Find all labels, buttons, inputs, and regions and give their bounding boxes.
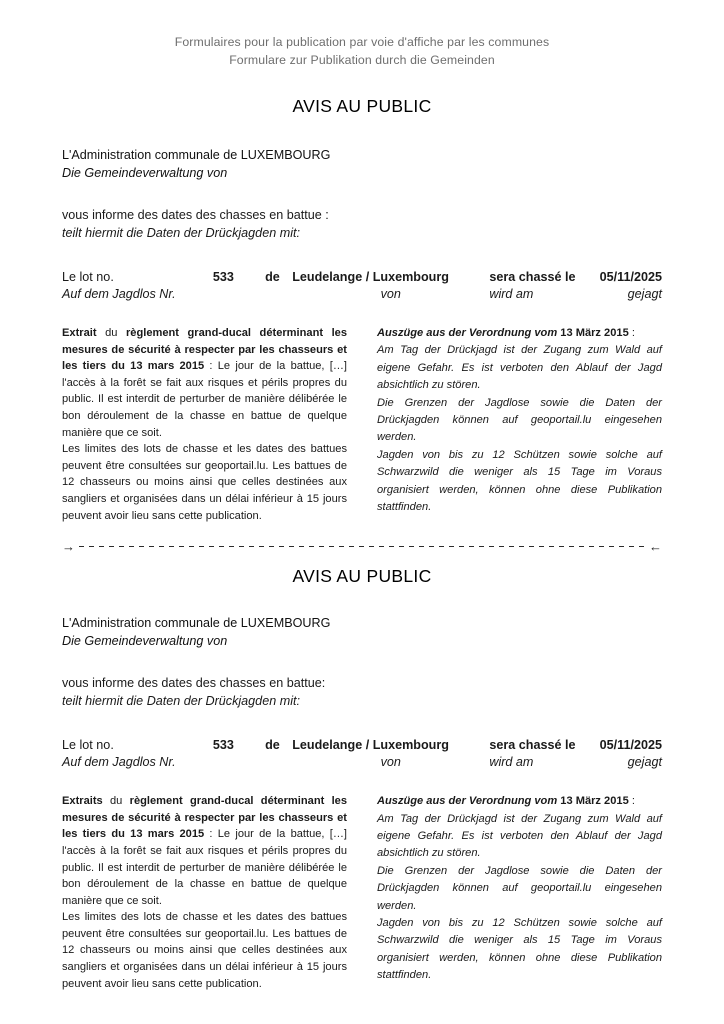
lot-wird-am-1: wird am — [489, 287, 534, 301]
legal-de-para1-2: Am Tag der Drückjagd ist der Zugang zum Wald auf eigene Gefahr. Es ist verboten den Ablauf der Jagd absichtlich zu stören. — [377, 812, 662, 860]
legal-fr-para2-1: Les limites des lots de chasse et les dates des battues peuvent être consultées sur geoportail.lu. Les battues de 12 chasseurs ou moins ainsi que celles destinées aux sangliers et organisées dans un délai inférieur à 15 jours peuvent avoir lieu sans cette publication. — [62, 443, 347, 522]
lot-row-fr-1 — [62, 268, 662, 286]
lot-von-spacer-1 — [265, 286, 292, 303]
legal-de-heading-italic-2: Auszüge aus der Verordnung vom — [377, 795, 561, 808]
notice-block-2 — [62, 566, 662, 992]
lot-sera-chasse-1: sera chassé le — [489, 270, 576, 284]
arrow-left-icon: ← — [649, 539, 662, 555]
lot-number-blank-1 — [182, 286, 266, 303]
legal-columns-1 — [62, 325, 662, 524]
legal-column-fr-1 — [62, 325, 347, 524]
legal-columns-2 — [62, 793, 662, 992]
lot-row-de-1 — [62, 286, 662, 303]
legal-de-heading-1 — [377, 325, 662, 342]
legal-column-de-1 — [377, 325, 662, 524]
admin-line-de-2: Die Gemeindeverwaltung von — [62, 633, 228, 648]
legal-fr-bold-2: règlement grand-ducal déterminant les mesures de sécurité à respecter par les chasseurs et les tiers du 13 mars 2015 — [62, 795, 348, 841]
legal-de-heading-date-1: 13 März 2015 — [560, 327, 629, 339]
lot-number-1: 533 — [212, 270, 234, 284]
lot-gejagt-2: gejagt — [627, 755, 662, 770]
arrow-right-icon: → — [62, 539, 75, 555]
inform-line-de-2: teilt hiermit die Daten der Drückjagden mit: — [62, 693, 300, 708]
legal-fr-bold-1: règlement grand-ducal déterminant les mesures de sécurité à respecter par les chasseurs et les tiers du 13 mars 2015 — [62, 327, 348, 373]
notice-block-1 — [62, 96, 662, 524]
lot-number-2: 533 — [212, 738, 234, 753]
notice-title-1: AVIS AU PUBLIC — [292, 96, 432, 116]
legal-fr-rest-2: : Le jour de la battue, […] l'accès à la forêt se fait aux risques et périls propres du public. Il est interdit de perturber de manière délibérée le bon déroulement de la chasse en battue de quelque manière que ce soit. — [62, 828, 347, 907]
document-header — [62, 0, 662, 69]
lot-line-1 — [62, 268, 662, 303]
legal-fr-plain-a-2: du — [110, 795, 130, 808]
lot-label-fr-2: Le lot no. — [62, 738, 114, 753]
lot-de-word-2: de — [265, 738, 280, 753]
lot-row-fr-2 — [62, 736, 662, 754]
inform-line-de-1: teilt hiermit die Daten der Drückjagden mit: — [62, 225, 300, 240]
header-line-fr: Formulaires pour la publication par voie d'affiche par les communes — [174, 35, 550, 49]
legal-fr-para1-1 — [62, 325, 347, 441]
admin-line-fr-2: L'Administration communale de LUXEMBOURG — [62, 616, 331, 631]
legal-column-de-2 — [377, 793, 662, 992]
cut-divider — [62, 540, 662, 553]
dashed-cut-line — [79, 546, 645, 547]
lot-gejagt-1: gejagt — [627, 287, 662, 301]
legal-de-para2-1: Die Grenzen der Jagdlose sowie die Daten der Drückjagden können auf geoportail.lu eingesehen werden. — [377, 396, 662, 444]
lot-label-de-1: Auf dem Jagdlos Nr. — [62, 287, 176, 301]
notice-title-2: AVIS AU PUBLIC — [292, 566, 432, 587]
header-line-de: Formulare zur Publikation durch die Gemeinden — [229, 53, 495, 67]
legal-de-heading-colon-1: : — [628, 327, 635, 339]
notice-inform-1 — [62, 207, 662, 242]
legal-de-para1-1: Am Tag der Drückjagd ist der Zugang zum Wald auf eigene Gefahr. Es ist verboten den Ablauf der Jagd absichtlich zu stören. — [377, 344, 662, 392]
lot-row-de-2 — [62, 754, 662, 771]
admin-line-fr-1: L'Administration communale de LUXEMBOURG — [62, 148, 331, 162]
inform-line-fr-1: vous informe des dates des chasses en battue : — [62, 208, 329, 222]
legal-fr-lead-1: Extrait — [62, 327, 106, 339]
legal-de-heading-date-2: 13 März 2015 — [560, 795, 629, 808]
notice-admin-1 — [62, 147, 662, 182]
legal-fr-plain-a-1: du — [105, 327, 126, 339]
inform-line-fr-2: vous informe des dates des chasses en battue: — [62, 676, 326, 691]
lot-von-word-1: von — [380, 287, 401, 301]
legal-fr-lead-2: Extraits — [62, 795, 111, 808]
lot-number-blank-2 — [182, 754, 266, 771]
lot-von-word-2: von — [380, 755, 401, 770]
lot-sera-chasse-2: sera chassé le — [489, 738, 576, 753]
admin-line-de-1: Die Gemeindeverwaltung von — [62, 165, 228, 180]
notice-inform-2 — [62, 675, 662, 710]
legal-column-fr-2 — [62, 793, 347, 992]
lot-wird-am-2: wird am — [489, 755, 534, 770]
legal-de-heading-2 — [377, 793, 662, 810]
legal-de-heading-italic-1: Auszüge aus der Verordnung vom — [377, 327, 561, 339]
legal-de-para3-2: Jagden von bis zu 12 Schützen sowie solche auf Schwarzwild die weniger als 15 Tage im Voraus organisiert werden, können ohne diese Publikation stattfinden. — [377, 916, 662, 982]
lot-date-2: 05/11/2025 — [599, 738, 662, 753]
legal-fr-para1-2 — [62, 793, 347, 909]
lot-line-2 — [62, 736, 662, 771]
lot-label-fr-1: Le lot no. — [62, 270, 114, 284]
legal-fr-para2-2: Les limites des lots de chasse et les dates des battues peuvent être consultées sur geoportail.lu. Les battues de 12 chasseurs ou moins ainsi que celles destinées aux sangliers et organisées dans un délai inférieur à 15 jours peuvent avoir lieu sans cette publication. — [62, 911, 347, 990]
lot-place-2: Leudelange / Luxembourg — [292, 738, 449, 753]
lot-place-1: Leudelange / Luxembourg — [292, 270, 449, 284]
lot-de-word-1: de — [265, 270, 280, 284]
legal-fr-rest-1: : Le jour de la battue, […] l'accès à la forêt se fait aux risques et périls propres du public. Il est interdit de perturber de manière délibérée le bon déroulement de la chasse en battue de quelque manière que ce soit. — [62, 360, 347, 439]
legal-de-para3-1: Jagden von bis zu 12 Schützen sowie solche auf Schwarzwild die weniger als 15 Tage im Voraus organisiert werden, können ohne diese Publikation stattfinden. — [377, 448, 662, 514]
lot-label-de-2: Auf dem Jagdlos Nr. — [62, 755, 176, 770]
lot-von-spacer-2 — [265, 754, 292, 771]
legal-de-heading-colon-2: : — [628, 795, 635, 808]
legal-de-para2-2: Die Grenzen der Jagdlose sowie die Daten der Drückjagden können auf geoportail.lu eingesehen werden. — [377, 864, 662, 912]
lot-date-1: 05/11/2025 — [599, 270, 662, 284]
notice-admin-2 — [62, 615, 662, 650]
